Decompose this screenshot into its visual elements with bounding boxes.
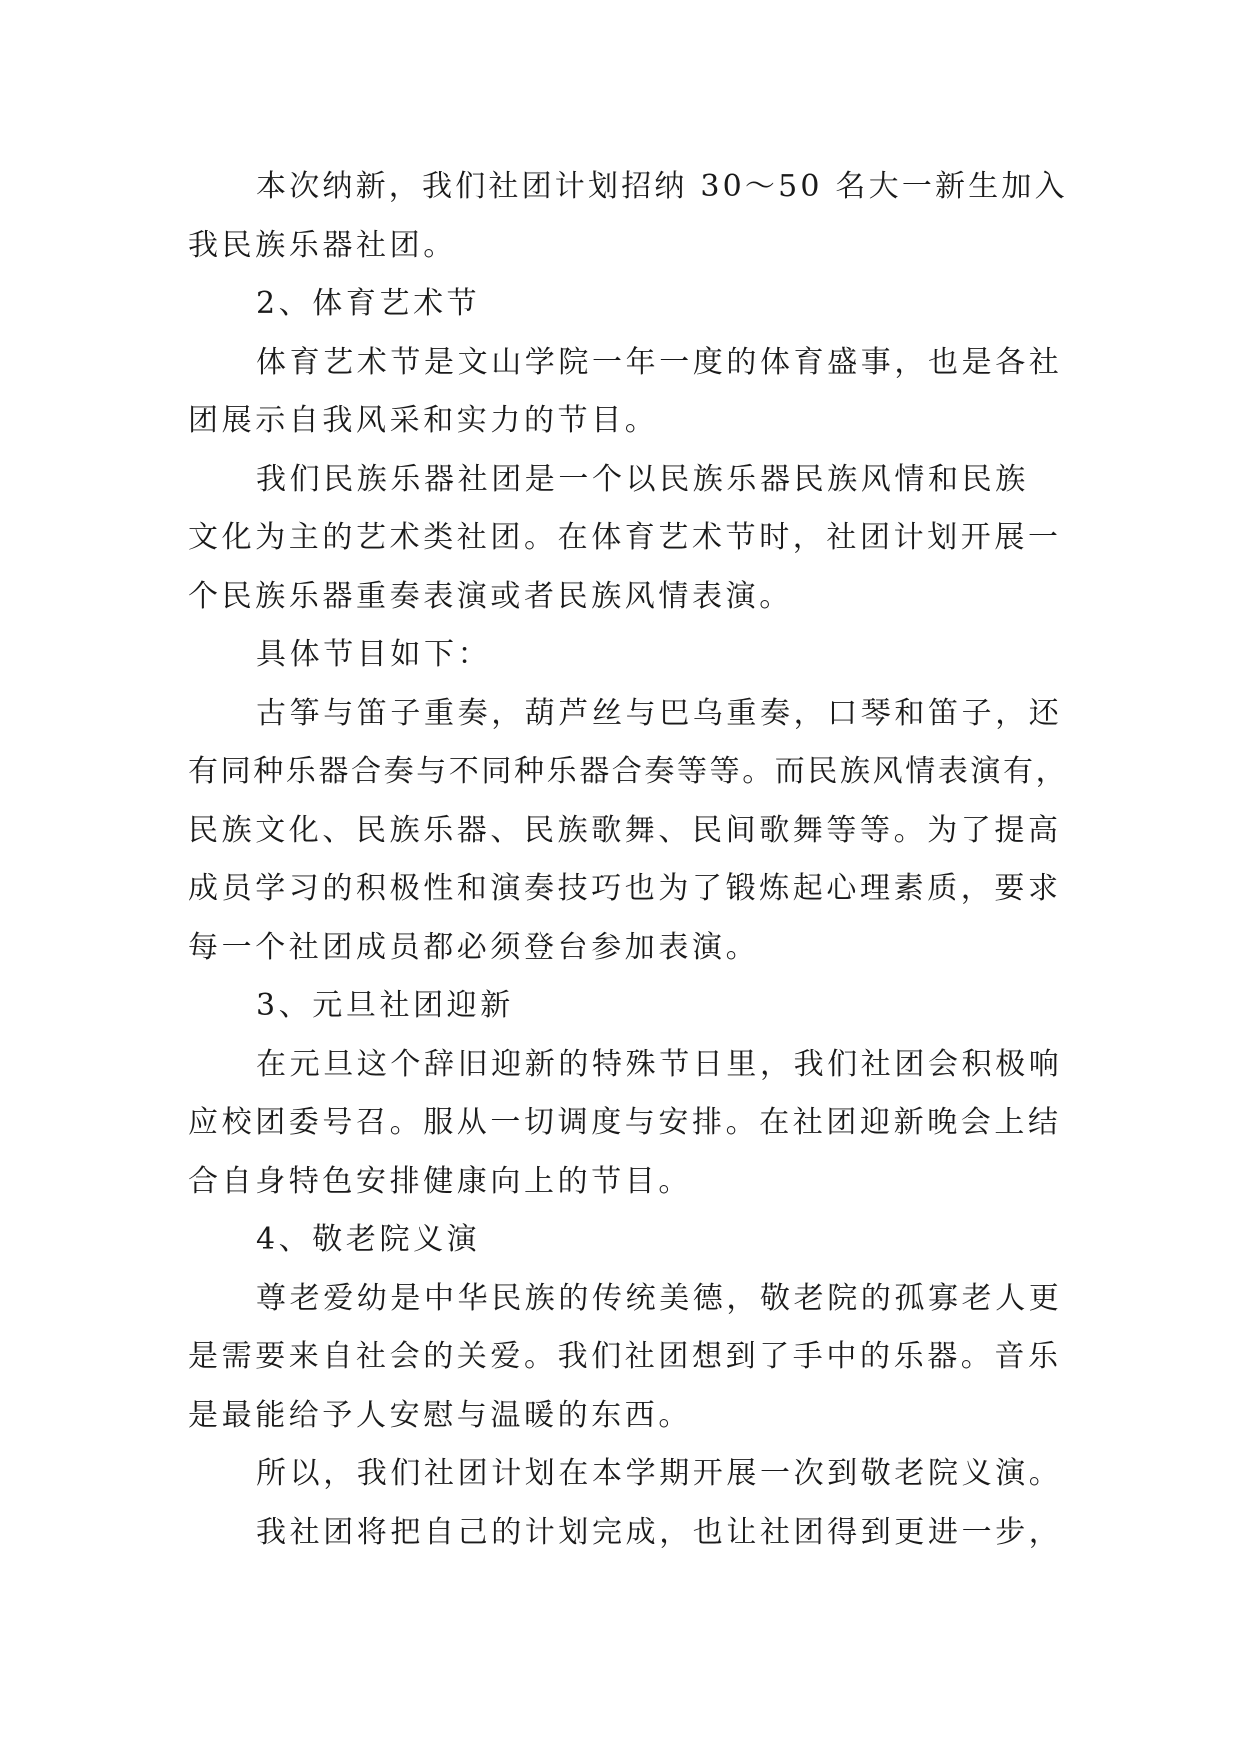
text-line: 每一个社团成员都必须登台参加表演。 [188, 929, 760, 965]
text-line: 是需要来自社会的关爱。我们社团想到了手中的乐器。音乐 [188, 1339, 1062, 1374]
text-line: 所以，我们社团计划在本学期开展一次到敬老院义演。 [256, 1456, 1063, 1491]
text-line: 合自身特色安排健康向上的节目。 [188, 1163, 692, 1199]
text-line: 成员学习的积极性和演奏技巧也为了锻炼起心理素质，要求 [188, 871, 1062, 906]
text-line: 体育艺术节是文山学院一年一度的体育盛事，也是各社 [256, 344, 1063, 380]
text-line: 我民族乐器社团。 [188, 227, 457, 263]
text-line: 具体节目如下： [256, 637, 492, 672]
text-line: 我们民族乐器社团是一个以民族乐器民族风情和民族 [256, 461, 1029, 497]
text-line: 有同种乐器合奏与不同种乐器合奏等等。而民族风情表演有， [188, 754, 1069, 789]
text-line: 应校团委号召。服从一切调度与安排。在社团迎新晚会上结 [188, 1105, 1062, 1140]
text-line: 我社团将把自己的计划完成，也让社团得到更进一步， [256, 1514, 1063, 1550]
text-line: 文化为主的艺术类社团。在体育艺术节时，社团计划开展一 [188, 520, 1062, 555]
text-line: 团展示自我风采和实力的节目。 [188, 403, 659, 438]
section-heading: 2、体育艺术节 [256, 286, 481, 321]
section-heading: 4、敬老院义演 [256, 1222, 481, 1257]
text-line: 本次纳新，我们社团计划招纳 30～50 名大一新生加入 [256, 169, 1068, 204]
text-line: 尊老爱幼是中华民族的传统美德，敬老院的孤寡老人更 [256, 1280, 1063, 1316]
text-line: 是最能给予人安慰与温暖的东西。 [188, 1397, 692, 1433]
document-body [188, 158, 1068, 1562]
section-heading: 3、元旦社团迎新 [256, 988, 514, 1023]
text-line: 民族文化、民族乐器、民族歌舞、民间歌舞等等。为了提高 [188, 812, 1062, 848]
text-line: 古筝与笛子重奏，葫芦丝与巴乌重奏，口琴和笛子，还 [256, 695, 1063, 731]
text-line: 个民族乐器重奏表演或者民族风情表演。 [188, 578, 793, 614]
text-line: 在元旦这个辞旧迎新的特殊节日里，我们社团会积极响 [256, 1046, 1063, 1082]
